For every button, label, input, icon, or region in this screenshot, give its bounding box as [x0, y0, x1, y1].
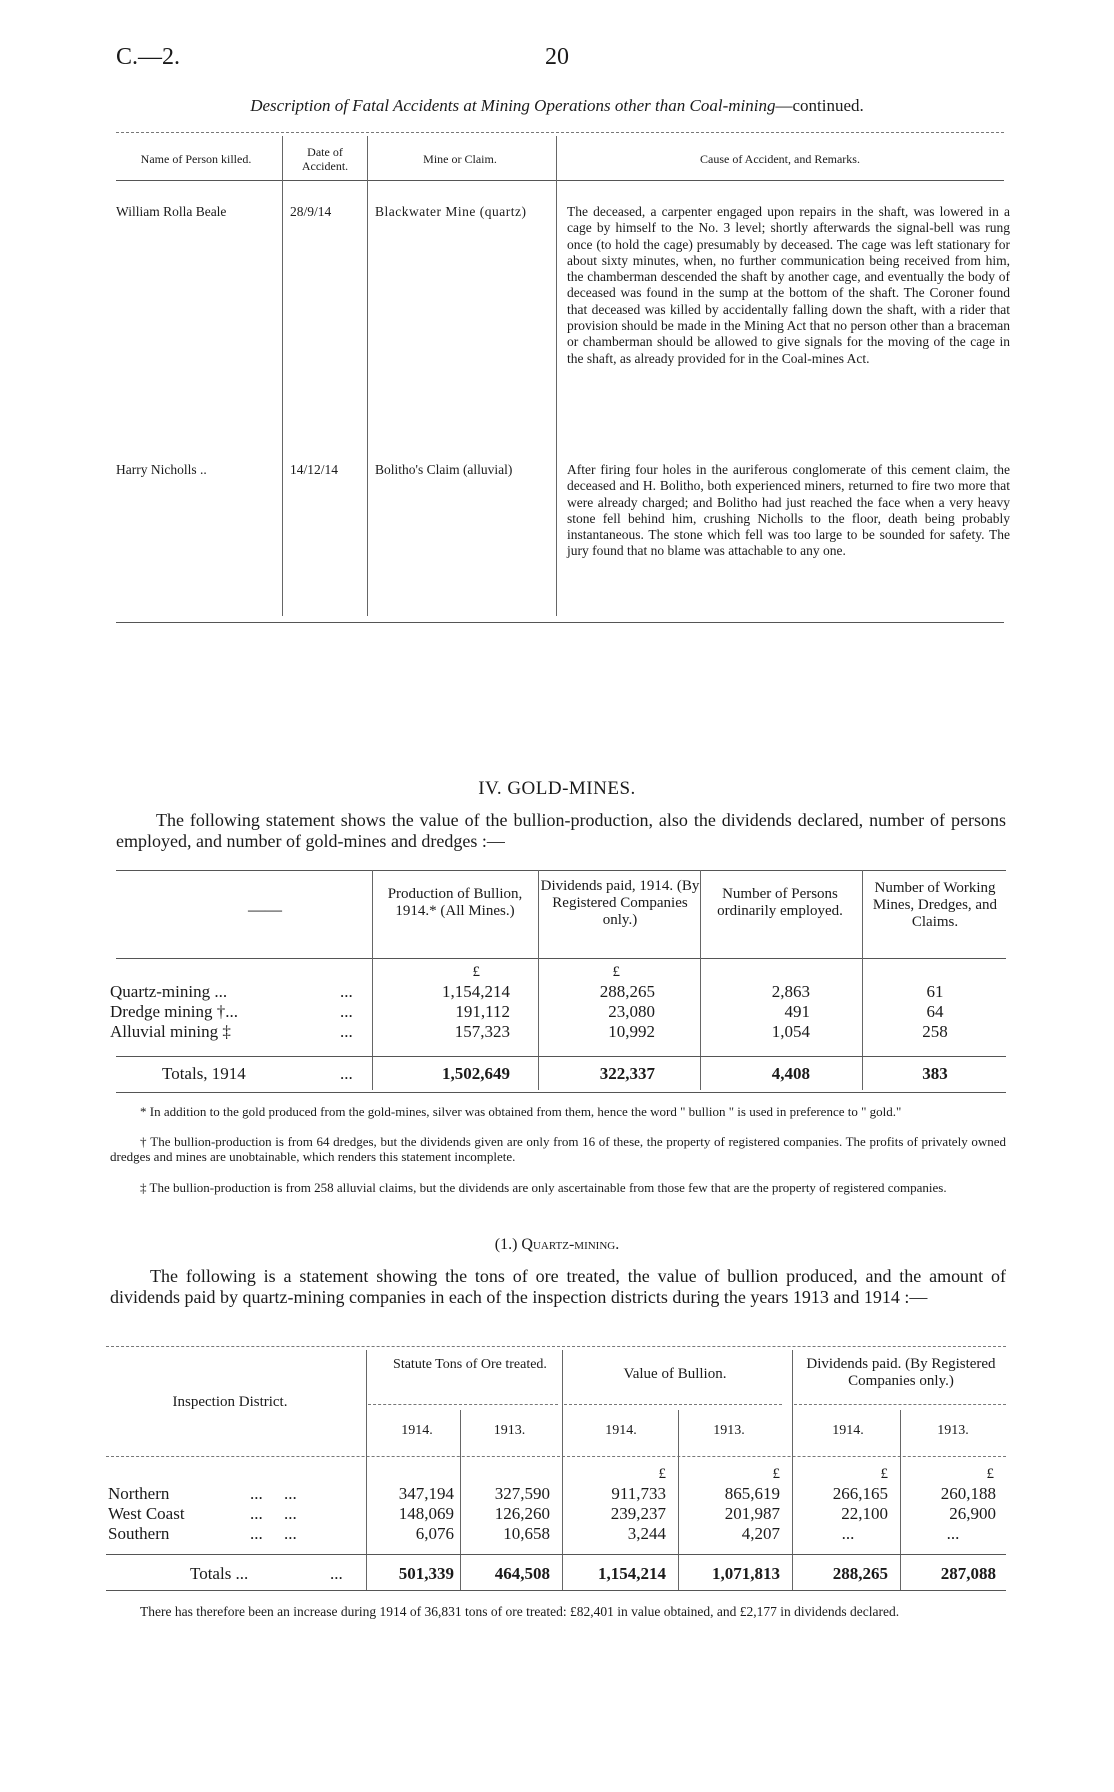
quartz-intro: The following is a statement showing the tons of ore treated, the value of bullion produced, and the amount of dividends paid by quartz-mining companies in each of the inspection districts during the years 1913 and 1914 :—: [110, 1266, 1006, 1307]
currency-symbol: £: [772, 1466, 780, 1482]
currency-symbol: £: [986, 1466, 994, 1482]
table-rule: [106, 1554, 1006, 1555]
currency-symbol: £: [658, 1466, 666, 1482]
currency-symbol: £: [612, 964, 620, 980]
subsection-name: Quartz-mining.: [521, 1236, 620, 1253]
persons-value: 1,054: [771, 1022, 810, 1041]
table-rule: [106, 1590, 1006, 1591]
col-divider: [282, 136, 283, 616]
col-header-blank: ——: [248, 900, 282, 919]
dividends-1913: 260,188: [940, 1484, 996, 1503]
value-1913: 201,987: [724, 1504, 780, 1523]
footnote-bullion: * In addition to the gold produced from the gold-mines, silver was obtained from them, hence the word " bullion " is used in preference to " gold.": [140, 1104, 902, 1119]
tons-1914: 148,069: [398, 1504, 454, 1523]
production-value: 157,323: [454, 1022, 510, 1041]
production-value: 191,112: [455, 1002, 510, 1021]
table-rule: [368, 1404, 558, 1405]
gold-intro: The following statement shows the value of the bullion-production, also the dividends declared, number of persons employed, and number of gold-mines and dredges :—: [116, 810, 1006, 851]
table-rule: [564, 1404, 782, 1405]
accident-cause: The deceased, a carpenter engaged upon repairs in the shaft, was lowered in a cage by himself to the No. 3 level; shortly afterwards the signal-bell was rung once (to hold the cage) presumably by deceased. The cage was left stationary for about sixty minutes, when, no further communication being received from him, the chamberman descended the shaft by another cage, and eventually the body of deceased was found in the sump at the bottom of the shaft. The Coroner found that deceased was killed by accidentally falling down the shaft, with a rider that provision should be made in the Mining Act that no person other than a braceman or chamberman should be allowed to give signals for the moving of the cage in the shaft, as already provided for in the Coal-mines Act.: [567, 204, 1010, 366]
col-divider: [538, 870, 539, 1090]
page-number: 20: [545, 44, 569, 70]
tons-1913-total: 464,508: [494, 1564, 550, 1583]
accident-mine: Bolitho's Claim (alluvial): [375, 462, 513, 477]
tons-1914: 6,076: [415, 1524, 454, 1543]
accident-mine: Blackwater Mine (quartz): [375, 204, 527, 219]
value-1913: 865,619: [724, 1484, 780, 1503]
totals-label: Totals ...: [190, 1564, 249, 1583]
persons-value: 2,863: [771, 982, 810, 1001]
accident-name: Harry Nicholls ..: [116, 462, 207, 477]
col-divider: [460, 1410, 461, 1590]
persons-value: 491: [784, 1002, 810, 1021]
col-divider: [367, 136, 368, 616]
tons-1914: 347,194: [398, 1484, 454, 1503]
table-rule: [116, 1056, 1006, 1057]
dividends-total: 322,337: [599, 1064, 655, 1083]
row-dots: ... ...: [250, 1484, 297, 1503]
dividends-1914: 266,165: [832, 1484, 888, 1503]
table-rule: [106, 1346, 1006, 1347]
col-divider: [862, 870, 863, 1090]
year-header-1914: 1914.: [401, 1423, 433, 1438]
production-value: 1,154,214: [442, 982, 510, 1001]
row-dots: ... ...: [250, 1524, 297, 1543]
accident-name: William Rolla Beale: [116, 204, 227, 219]
tons-1913: 10,658: [503, 1524, 550, 1543]
tons-1913: 126,260: [494, 1504, 550, 1523]
currency-symbol: £: [472, 964, 480, 980]
value-1913: 4,207: [741, 1524, 780, 1543]
col-header-dividends: Dividends paid, 1914. (By Registered Companies only.): [540, 878, 700, 928]
totals-label: Totals, 1914: [162, 1064, 246, 1083]
table-rule: [106, 1456, 1006, 1457]
subsection-title: [0, 1236, 1114, 1254]
accident-date: 14/12/14: [290, 462, 339, 477]
value-1914: 3,244: [627, 1524, 666, 1543]
col-divider: [700, 870, 701, 1090]
currency-symbol: £: [880, 1466, 888, 1482]
value-1914: 239,237: [610, 1504, 666, 1523]
row-dots: ...: [340, 1022, 353, 1041]
persons-total: 4,408: [771, 1064, 810, 1083]
col-header-name: Name of Person killed.: [140, 152, 252, 166]
value-1914: 911,733: [611, 1484, 666, 1503]
col-divider: [678, 1410, 679, 1590]
dividends-1913: ...: [946, 1524, 960, 1543]
col-header-mine: Mine or Claim.: [423, 152, 497, 166]
mines-total: 383: [922, 1064, 948, 1083]
mines-value: 64: [926, 1002, 944, 1021]
value-1914-total: 1,154,214: [598, 1564, 666, 1583]
value-1913-total: 1,071,813: [712, 1564, 780, 1583]
page-subtitle: [0, 96, 1114, 116]
dividends-value: 10,992: [608, 1022, 655, 1041]
mines-value: 258: [922, 1022, 948, 1041]
col-header-district: Inspection District.: [172, 1394, 288, 1410]
subtitle-tail: —continued.: [775, 96, 864, 115]
district-name: Northern: [108, 1484, 170, 1503]
col-header-mines: Number of Working Mines, Dredges, and Claims.: [872, 880, 998, 930]
dividends-1914-total: 288,265: [832, 1564, 888, 1583]
footnote-dredges: † The bullion-production is from 64 dredges, but the dividends given are only from 16 of these, the property of registered companies. The profits of privately owned dredges and mines are unobtainable, which renders this statement incomplete.: [110, 1134, 1006, 1164]
district-name: Southern: [108, 1524, 170, 1543]
col-header-tons: Statute Tons of Ore treated.: [393, 1357, 547, 1372]
tons-1914-total: 501,339: [398, 1564, 454, 1583]
table-rule: [116, 870, 1006, 871]
dividends-value: 23,080: [608, 1002, 655, 1021]
tons-1913: 327,590: [494, 1484, 550, 1503]
col-header-dividends: Dividends paid. (By Registered Companies only.): [806, 1356, 996, 1389]
year-header-1913: 1913.: [713, 1423, 745, 1438]
col-divider: [556, 136, 557, 616]
col-divider: [372, 870, 373, 1090]
subtitle-main: Description of Fatal Accidents at Mining Operations other than Coal-mining: [250, 96, 776, 115]
row-label: Quartz-mining ...: [110, 982, 228, 1001]
dividends-1913: 26,900: [949, 1504, 996, 1523]
quartz-summary: There has therefore been an increase during 1914 of 36,831 tons of ore treated: £82,401 in value obtained, and £2,177 in dividends declared.: [140, 1604, 900, 1619]
footnote-alluvial: ‡ The bullion-production is from 258 alluvial claims, but the dividends are only ascertainable from those few that are the property of registered companies.: [140, 1180, 947, 1195]
row-dots: ...: [340, 982, 353, 1001]
dividends-1914: ...: [841, 1524, 855, 1543]
year-header-1914: 1914.: [832, 1423, 864, 1438]
table-rule: [116, 132, 1004, 133]
table-rule: [116, 180, 1004, 181]
year-header-1913: 1913.: [493, 1423, 526, 1438]
table-rule: [116, 1092, 1006, 1093]
table-rule: [116, 622, 1004, 623]
col-header-persons: Number of Persons ordinarily employed.: [717, 886, 843, 919]
year-header-1914: 1914.: [605, 1423, 637, 1438]
district-name: West Coast: [108, 1504, 185, 1523]
dividends-value: 288,265: [599, 982, 655, 1001]
mines-value: 61: [926, 982, 944, 1001]
section-title: IV. GOLD-MINES.: [478, 778, 636, 799]
table-rule: [794, 1404, 1006, 1405]
row-dots: ...: [340, 1002, 353, 1021]
row-dots: ... ...: [250, 1504, 297, 1523]
accident-date: 28/9/14: [290, 204, 332, 219]
row-label: Alluvial mining ‡: [110, 1022, 231, 1041]
accident-cause: After firing four holes in the auriferous conglomerate of this cement claim, the deceased and H. Bolitho, both experienced miners, returned to fire two more that were already charged; and Bolitho had just reached the face when a very heavy stone fell behind him, crushing Nicholls to the floor, death being probably instantaneous. The stone which fell was too large to be sounded for safety. The jury found that no blame was attachable to any one.: [567, 462, 1010, 559]
row-dots: ...: [340, 1064, 353, 1083]
row-label: Dredge mining †...: [110, 1002, 238, 1021]
col-header-cause: Cause of Accident, and Remarks.: [700, 152, 860, 166]
row-dots: ...: [330, 1564, 343, 1583]
table-rule: [116, 958, 1006, 959]
production-total: 1,502,649: [442, 1064, 510, 1083]
year-header-1913: 1913.: [937, 1423, 969, 1438]
dividends-1914: 22,100: [841, 1504, 888, 1523]
col-header-date: Date of Accident.: [301, 145, 349, 173]
subsection-number: (1.): [494, 1236, 518, 1253]
col-header-production: Production of Bullion, 1914.* (All Mines.): [387, 886, 523, 919]
page-reference: C.—2.: [116, 44, 181, 70]
col-header-value: Value of Bullion.: [623, 1366, 727, 1382]
dividends-1913-total: 287,088: [940, 1564, 996, 1583]
